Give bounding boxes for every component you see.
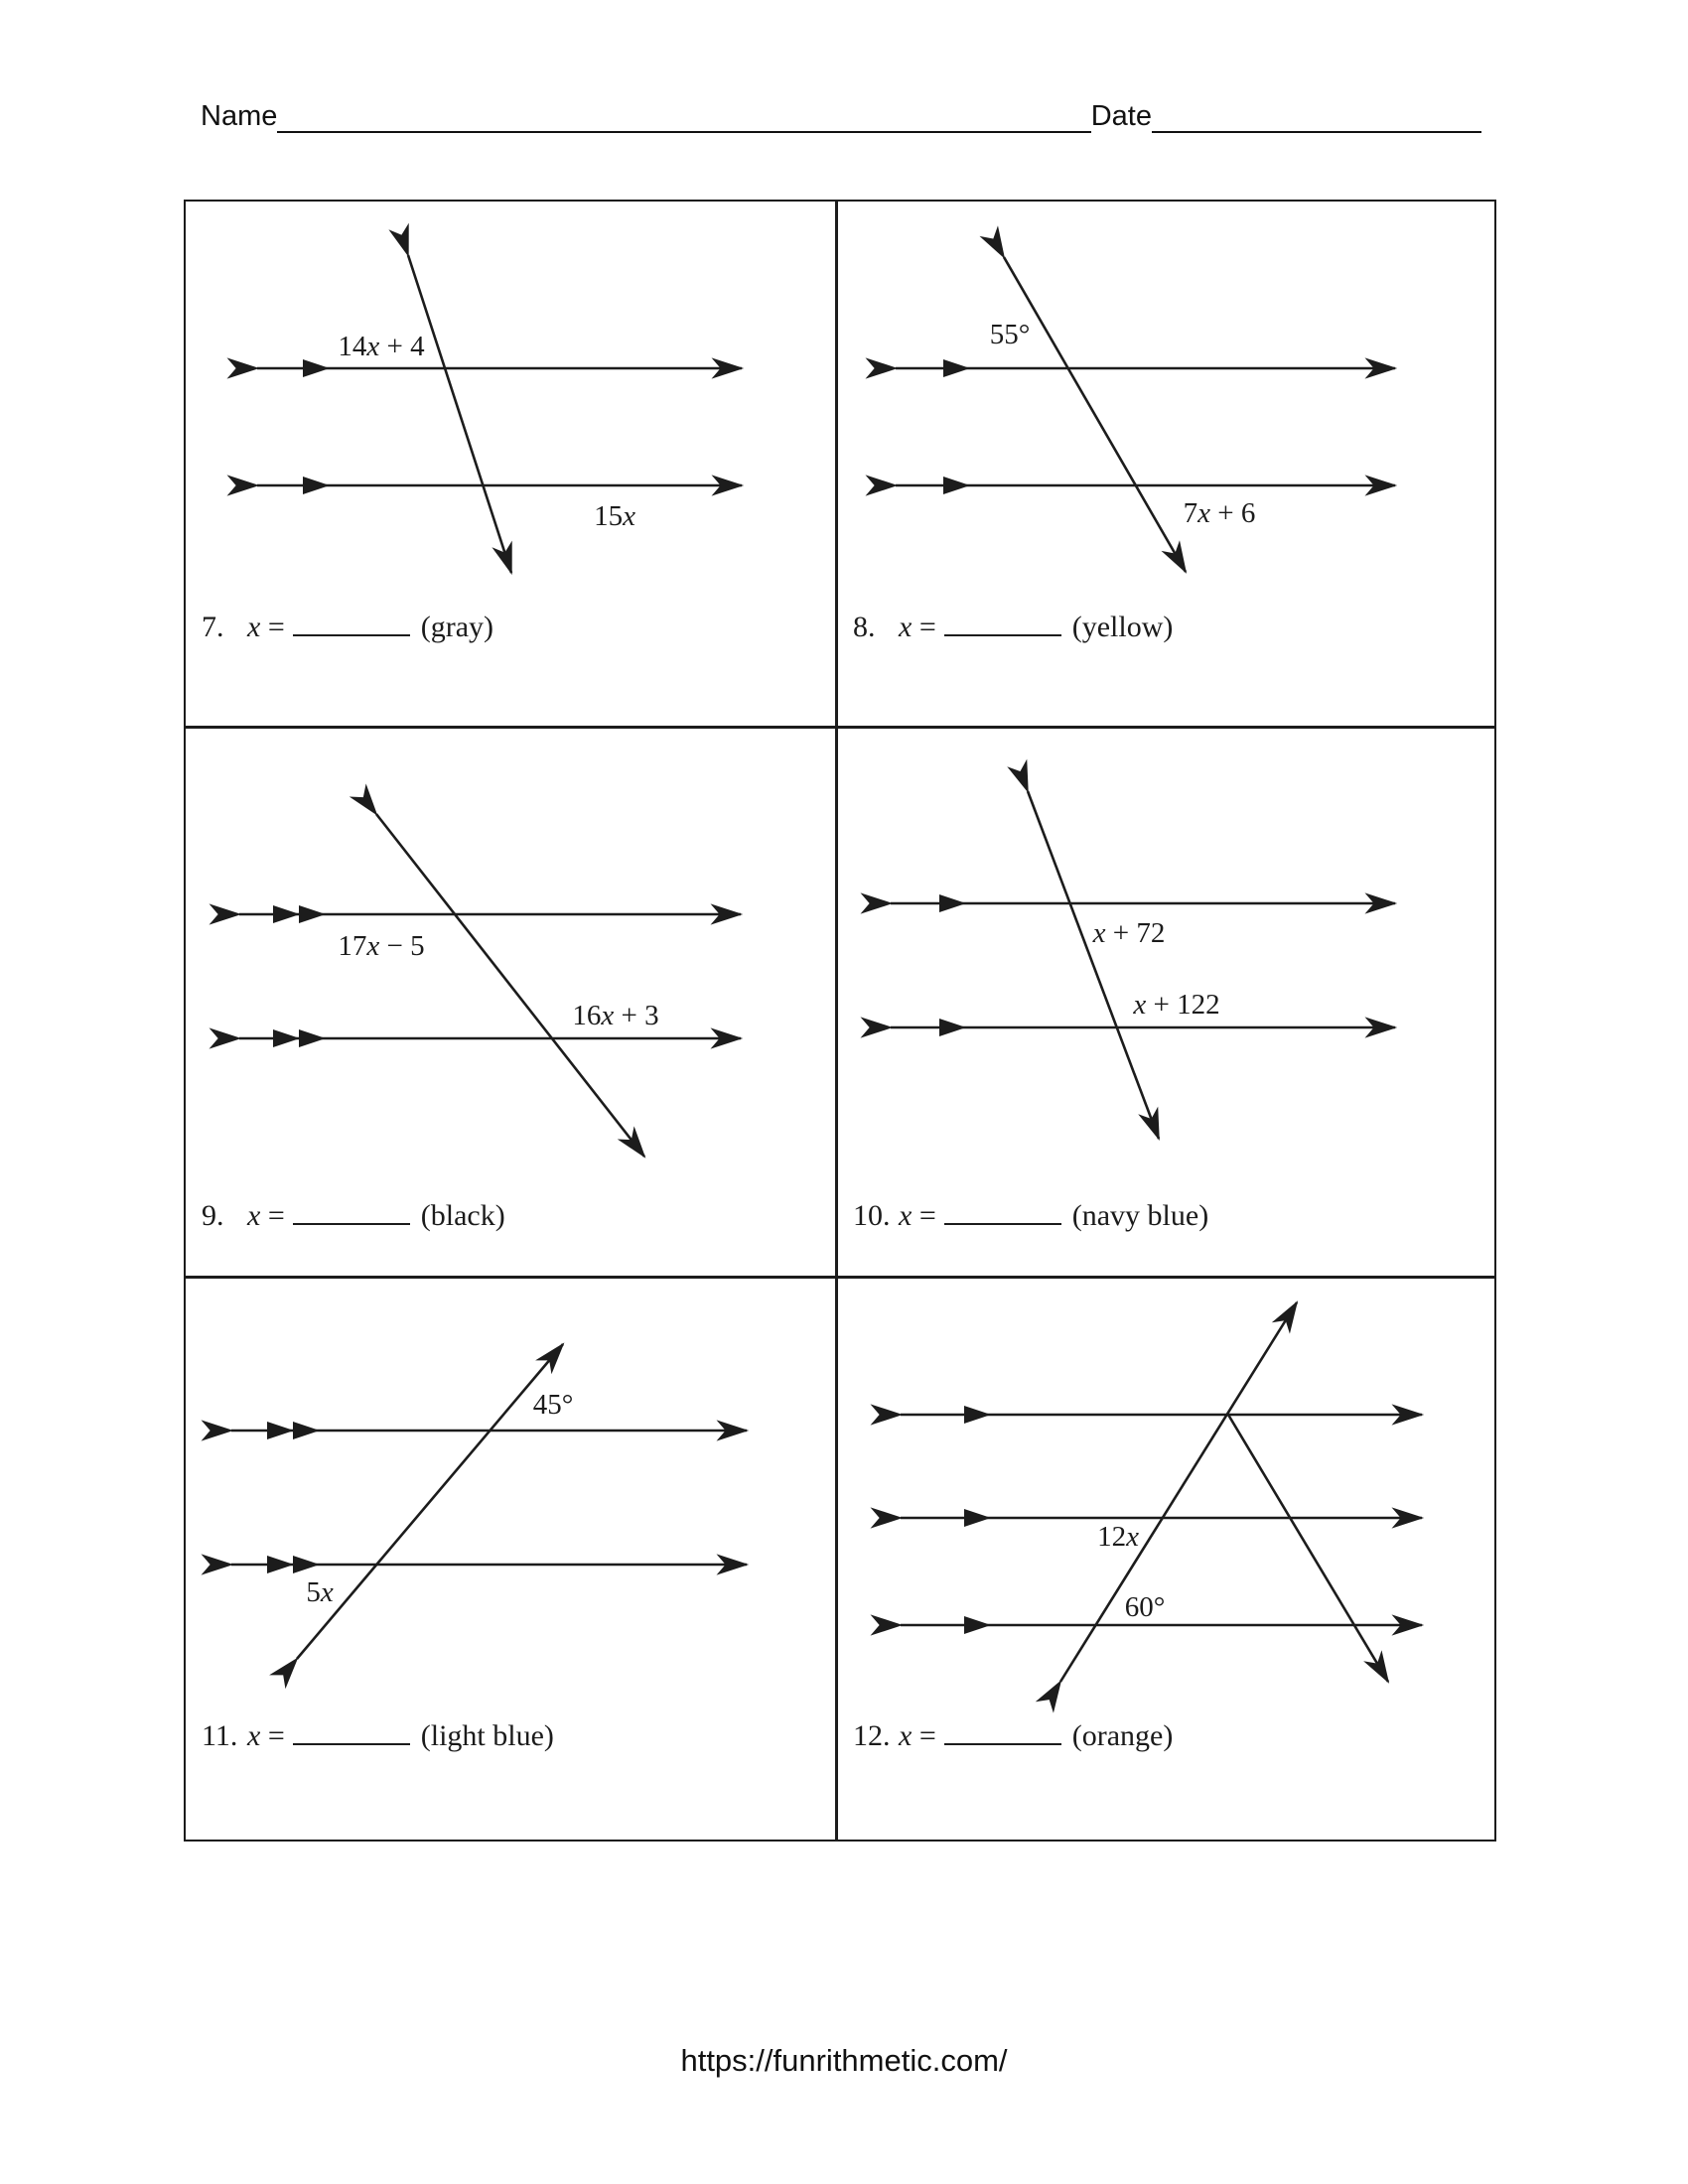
equation-text: x =: [247, 1719, 285, 1752]
answer-blank: [293, 1223, 410, 1225]
parallel-mark-icon: [964, 1406, 991, 1424]
problem-8-cell: [839, 204, 1490, 724]
parallel-mark-icon: [943, 477, 970, 494]
parallel-mark-icon: [267, 1422, 294, 1439]
transversal-line: [1028, 791, 1159, 1139]
problem-number: 11.: [202, 1719, 238, 1752]
problem-8-diagram: [839, 204, 1490, 724]
problem-9-caption: [202, 1199, 505, 1233]
problem-9-cell: [188, 730, 833, 1274]
angle-label: 14x + 4: [338, 331, 425, 362]
parallel-mark-icon: [293, 1422, 320, 1439]
problem-10-cell: [839, 730, 1490, 1274]
transversal-line-down: [1228, 1415, 1388, 1682]
date-blank-line: [1152, 125, 1481, 133]
color-label: (gray): [420, 611, 494, 643]
angle-label: 15x: [594, 500, 635, 532]
angle-label: 7x + 6: [1183, 497, 1256, 529]
problem-number: 9.: [202, 1199, 224, 1232]
equation-text: x =: [247, 611, 285, 643]
parallel-mark-icon: [267, 1556, 294, 1573]
problem-7-diagram: [188, 204, 833, 724]
problem-number: 7.: [202, 611, 224, 643]
grid-vertical-divider: [835, 202, 838, 1840]
problem-11-cell: [188, 1280, 833, 1836]
problem-12-caption: [853, 1719, 1173, 1753]
color-label: (navy blue): [1071, 1199, 1209, 1232]
angle-label: 60°: [1124, 1591, 1166, 1623]
equation-text: x =: [899, 1719, 936, 1752]
problem-11-caption: [202, 1719, 554, 1753]
answer-blank: [944, 634, 1061, 636]
grid-horizontal-divider-1: [186, 726, 1494, 729]
footer-url: https://funrithmetic.com/: [680, 2043, 1008, 2078]
equation-text: x =: [247, 1199, 285, 1232]
header: [201, 95, 1481, 133]
answer-blank: [293, 634, 410, 636]
parallel-mark-icon: [939, 894, 966, 912]
problem-10-diagram: [839, 730, 1490, 1274]
angle-label: 16x + 3: [572, 1000, 659, 1031]
answer-blank: [944, 1223, 1061, 1225]
parallel-mark-icon: [303, 477, 330, 494]
problem-7-caption: [202, 611, 493, 644]
angle-label: 55°: [989, 319, 1031, 350]
problem-9-diagram: [188, 730, 833, 1274]
transversal-line: [1004, 257, 1186, 572]
answer-blank: [293, 1743, 410, 1745]
angle-label: 17x − 5: [338, 930, 425, 962]
problem-number: 12.: [853, 1719, 891, 1752]
angle-label: 5x: [306, 1576, 334, 1608]
transversal-line: [376, 814, 644, 1157]
parallel-mark-icon: [964, 1509, 991, 1527]
transversal-line: [297, 1344, 563, 1659]
angle-label: x + 72: [1092, 917, 1166, 949]
parallel-mark-icon: [299, 1029, 326, 1047]
color-label: (black): [420, 1199, 505, 1232]
parallel-mark-icon: [293, 1556, 320, 1573]
transversal-line: [408, 255, 511, 573]
color-label: (orange): [1071, 1719, 1174, 1752]
name-label: Name: [201, 100, 278, 132]
equation-text: x =: [899, 1199, 936, 1232]
problem-8-caption: [853, 611, 1173, 644]
angle-label: x + 122: [1133, 989, 1220, 1021]
grid-horizontal-divider-2: [186, 1276, 1494, 1279]
problems-grid: [184, 200, 1496, 1842]
equation-text: x =: [899, 611, 936, 643]
problem-10-caption: [853, 1199, 1208, 1233]
parallel-mark-icon: [964, 1616, 991, 1634]
date-label: Date: [1090, 100, 1152, 132]
parallel-mark-icon: [939, 1019, 966, 1036]
parallel-mark-icon: [273, 905, 300, 923]
answer-blank: [944, 1743, 1061, 1745]
color-label: (yellow): [1071, 611, 1174, 643]
color-label: (light blue): [420, 1719, 554, 1752]
problem-number: 8.: [853, 611, 876, 643]
name-blank-line: [277, 125, 1090, 133]
problem-7-cell: [188, 204, 833, 724]
angle-label: 12x: [1097, 1521, 1139, 1553]
parallel-mark-icon: [303, 359, 330, 377]
problem-12-cell: [839, 1280, 1490, 1836]
parallel-mark-icon: [299, 905, 326, 923]
problem-number: 10.: [853, 1199, 891, 1232]
parallel-mark-icon: [273, 1029, 300, 1047]
parallel-mark-icon: [943, 359, 970, 377]
angle-label: 45°: [532, 1389, 574, 1421]
